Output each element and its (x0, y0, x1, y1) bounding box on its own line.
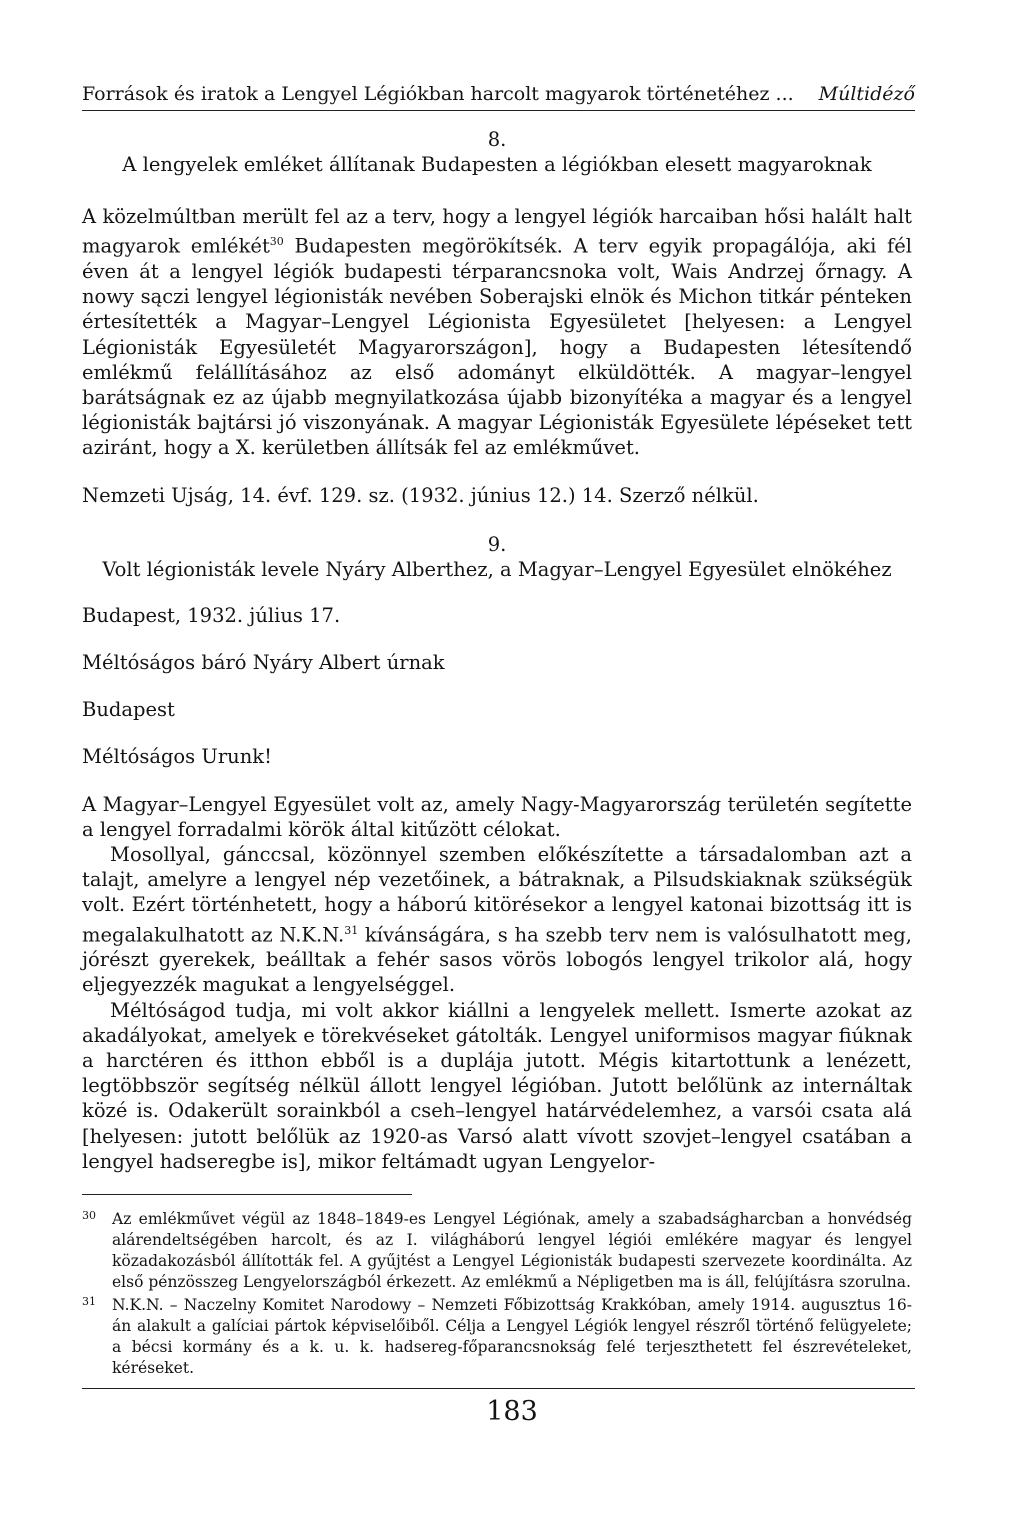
letter-paragraph-2 (82, 842, 912, 998)
letter-paragraph-1: A Magyar–Lengyel Egyesület volt az, amely Nagy-Magyarország területén segítette a lengyel forradalmi körök által kitűzött célokat. (82, 792, 912, 841)
source-citation-8: Nemzeti Ujság, 14. évf. 129. sz. (1932. június 12.) 14. Szerző nélkül. (82, 483, 759, 507)
footnote-ref-31: 31 (344, 923, 359, 937)
letter-paragraph-2-end: kívánságára, s ha szebb terv nem is valósulhatott meg, jórészt gyerekek, beálltak a fehér sasos vörös lobogós lengyel trikolor alá, hogy eljegyezzék magukat a lengyelséggel. (82, 923, 912, 997)
letter-salutation: Méltóságos Urunk! (82, 745, 272, 769)
bottom-rule (82, 1388, 915, 1389)
letter-paragraph-2-start: Mosollyal, gánccsal, közönnyel szemben előkészítette a társadalomban azt a talajt, amelyre a lengyel nép vezetőinek, a bátraknak, a Pilsudskiaknak szükségük volt. Ezért történhetett, hogy a háború kitörésekor a lengyel katonai bizottság itt is megalakulhatott az N.K.N. (82, 842, 912, 947)
letter-city: Budapest (82, 698, 175, 722)
paragraph-8-text-end: Budapesten megörökítsék. A terv egyik propagálója, aki fél éven át a lengyel légiók budapesti térparancsnoka volt, Wais Andrzej őrnagy. A nowy sączi lengyel légionisták nevében Soberajski elnök és Michon titkár pénteken értesítették a Magyar–Lengyel Légionista Egyesületet [helyesen: a Lengyel Légionisták Egyesületét Magyarországon], hogy a Budapesten létesítendő emlékmű felállításához az első adományt elküldötték. A magyar–lengyel barátságnak ez az újabb megnyilatkozása újabb bizonyítéka a magyar és a lengyel légionisták bajtársi jó viszonyának. A magyar Légionisták Egyesülete lépéseket tett aziránt, hogy a X. kerületben állítsák fel az emlékművet. (82, 234, 913, 460)
document-title-8: A lengyelek emléket állítanak Budapesten a légiókban elesett magyaroknak (122, 153, 872, 176)
journal-name: Múltidéző (818, 83, 915, 105)
footnote-31-mark: 31 (82, 1295, 96, 1309)
footnote-30-mark: 30 (82, 1209, 96, 1223)
letter-place-date: Budapest, 1932. július 17. (82, 603, 341, 627)
footnote-31-text: N.K.N. – Naczelny Komitet Narodowy – Nemzeti Főbizottság Krakkóban, amely 1914. augusztus 16-án alakult a galíciai pártok képviselőiből. Célja a Lengyel Légiók lengyel részről történő felügyelete; a bécsi kormány és a k. u. k. hadsereg-főparancsnokság felé terjeszthetett fel észrevételeket, kéréseket. (112, 1296, 912, 1378)
main-text (82, 128, 912, 1379)
footnote-31 (82, 1295, 912, 1379)
page-number: 183 (486, 1396, 538, 1427)
footnote-30 (82, 1209, 912, 1293)
footnote-ref-30: 30 (269, 235, 284, 249)
footnote-separator (82, 1194, 412, 1195)
letter-addressee: Méltóságos báró Nyáry Albert úrnak (82, 650, 445, 674)
document-number-8: 8. (487, 128, 507, 151)
document-number-9: 9. (487, 532, 507, 556)
paragraph-8-body (82, 204, 912, 461)
running-header (82, 82, 915, 111)
paragraph-8-text-start: A közelmúltban merült fel az a terv, hogy a lengyel légiók harcaiban hősi halált halt magyarok emlékét (82, 205, 912, 258)
document-title-9: Volt légionisták levele Nyáry Alberthez, a Magyar–Lengyel Egyesület elnökéhez (102, 557, 892, 581)
running-title: Források és iratok a Lengyel Légiókban harcolt magyarok történetéhez ... (82, 83, 794, 105)
footnote-30-text: Az emlékművet végül az 1848–1849-es Lengyel Légiónak, amely a szabadságharcban a honvédség alárendeltségében harcolt, és az I. világháború lengyel légiói emlékére magyar és lengyel közadakozásból állították fel. A gyűjtést a Lengyel Légionisták budapesti szervezete koordinálta. Az első pénzösszeg Lengyelországból érkezett. Az emlékmű a Népligetben ma is áll, felújításra szorulna. (112, 1210, 912, 1292)
letter-paragraph-3: Méltóságod tudja, mi volt akkor kiállni a lengyelek mellett. Ismerte azokat az akadályokat, amelyek e törekvéseket gátolták. Lengyel uniformisos magyar fiúknak a harctéren és itthon ebből is a duplája jutott. Mégis kitartottunk a lenézett, legtöbbször segítség nélkül állott lengyel légióban. Jutott belőlünk az internáltak közé is. Odakerült sorainkból a cseh–lengyel határvédelemhez, a varsói csata alá [helyesen: jutott belőlük az 1920-as Varsó alatt vívott szovjet–lengyel csatában a lengyel hadseregbe is], mikor feltámadt ugyan Lengyelor- (82, 998, 912, 1173)
